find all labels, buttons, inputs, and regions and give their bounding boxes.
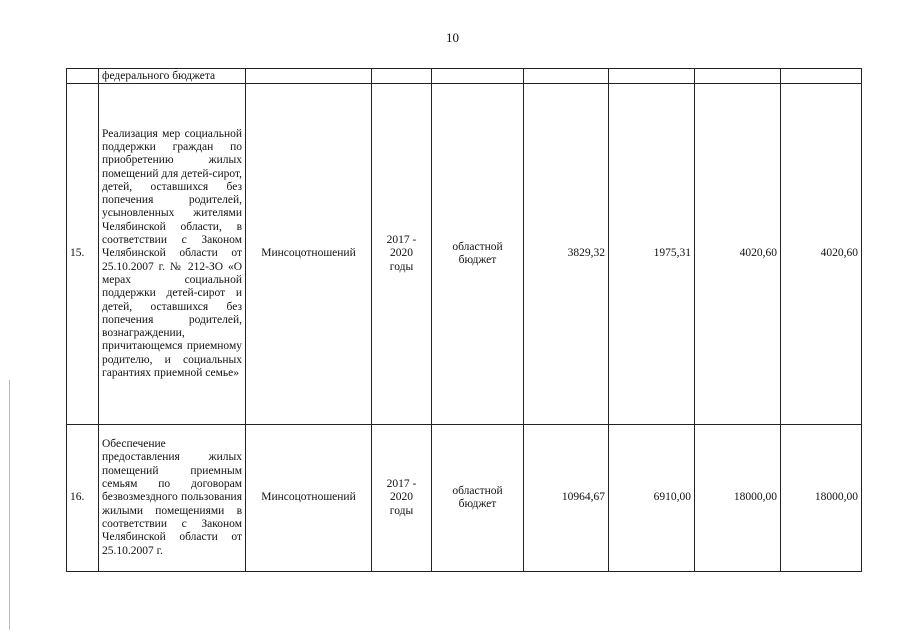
amount-cell: 3829,32	[524, 84, 609, 425]
period-start: 2017 -	[386, 234, 417, 247]
funding-source-line1: областной	[452, 484, 503, 497]
row-number: 15.	[67, 84, 99, 425]
executor-cell	[246, 69, 372, 84]
period-end: 2020	[390, 491, 413, 504]
funding-source-cell	[432, 425, 524, 572]
amount-cell: 1975,31	[609, 84, 695, 425]
amount-cell: 6910,00	[609, 425, 695, 572]
funding-source-line2: бюджет	[458, 254, 497, 266]
funding-source-line1: областной	[452, 240, 503, 253]
amount-cell	[524, 69, 609, 84]
period-start: 2017 -	[386, 478, 417, 491]
period-unit: годы	[389, 504, 414, 517]
amount-cell: 18000,00	[695, 425, 781, 572]
measure-description: Обеспечение предоставления жилых помещений приемным семьям по договорам безвозмездного пользования жилыми помещениями в соответствии с Законом Челябинской области от 25.10.2007 г.	[99, 425, 246, 572]
amount-cell: 4020,60	[781, 84, 862, 425]
funding-source-cell	[432, 69, 524, 84]
page-edge-rule	[9, 380, 10, 630]
page-number: 10	[446, 30, 459, 45]
table-row	[67, 425, 862, 572]
period-cell	[372, 84, 432, 425]
amount-cell: 10964,67	[524, 425, 609, 572]
program-measures-table	[66, 68, 862, 572]
amount-cell	[695, 69, 781, 84]
period-unit: годы	[389, 260, 414, 273]
amount-cell: 4020,60	[695, 84, 781, 425]
executor-cell: Минсоцотношений	[246, 84, 372, 425]
row-number	[67, 69, 99, 84]
measure-description: Реализация мер социальной поддержки граждан по приобретению жилых помещений для детей-сирот, детей, оставшихся без попечения родителей, усыновленных жителями Челябинской области, в соответствии с Законом Челябинской области от 25.10.2007 г. № 212-ЗО «О мерах социальной поддержки детей-сирот и детей, оставшихся без попечения родителей, вознаграждении, причитающемся приемному родителю, и социальных гарантиях приемной семье»	[99, 84, 246, 425]
period-end: 2020	[390, 247, 413, 260]
table-row	[67, 84, 862, 425]
table-row-continuation	[67, 69, 862, 84]
amount-cell	[609, 69, 695, 84]
executor-cell: Минсоцотношений	[246, 425, 372, 572]
measure-description: федерального бюджета	[99, 69, 246, 84]
amount-cell	[781, 69, 862, 84]
funding-source-cell	[432, 84, 524, 425]
row-number: 16.	[67, 425, 99, 572]
funding-source-line2: бюджет	[458, 498, 497, 510]
period-cell	[372, 69, 432, 84]
period-cell	[372, 425, 432, 572]
amount-cell: 18000,00	[781, 425, 862, 572]
